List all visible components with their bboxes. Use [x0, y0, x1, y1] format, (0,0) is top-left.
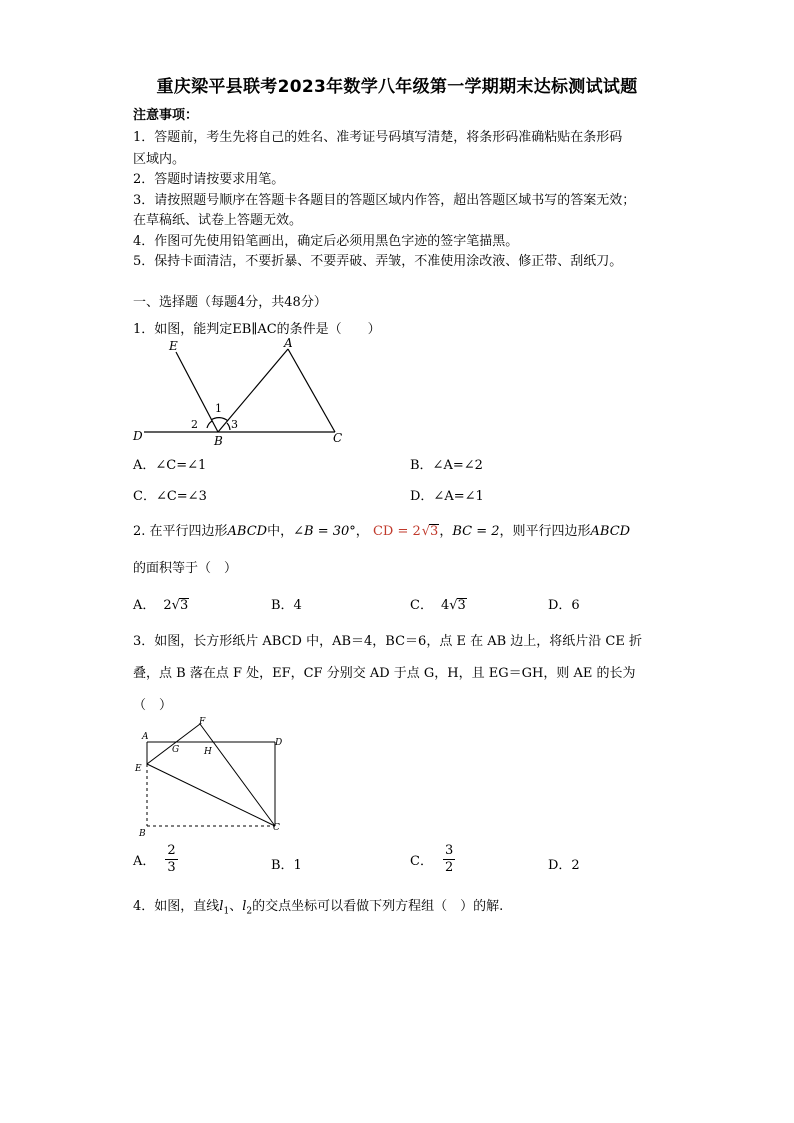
label-angle-1: 1 [215, 402, 222, 415]
q3-option-c-denominator: 2 [444, 860, 454, 875]
notice-item: 2．答题时请按要求用笔。 [133, 172, 285, 187]
q2-option-a-radicand: 3 [179, 598, 189, 613]
question-2-stem [133, 520, 630, 539]
label-b: B [214, 434, 223, 448]
notice-item: 3．请按照题号顺序在答题卡各题目的答题区域内作答，超出答题区域书写的答案无效； [133, 193, 636, 208]
q1-option-a: A．∠C=∠1 [133, 458, 207, 473]
q2-option-a-label: A． [133, 598, 156, 613]
q2-cd: CD = 2√3 [372, 524, 439, 539]
q4-prefix: 4．如图，直线 [133, 899, 220, 914]
q2-sep1: ， [355, 524, 369, 539]
label-b: B [139, 829, 146, 839]
notice-heading: 注意事项： [133, 108, 199, 123]
q3-option-a-numerator: 2 [167, 843, 176, 858]
label-angle-3: 3 [231, 418, 238, 431]
question-3-line1: 3．如图，长方形纸片 ABCD 中，AB＝4，BC＝6，点 E 在 AB 边上，将纸片沿 CE 折 [133, 634, 642, 649]
q4-sep: 、 [229, 899, 243, 914]
q2-mid: 中， [267, 524, 294, 539]
label-e: E [169, 339, 178, 353]
q4-line-l2-sub: 2 [246, 906, 253, 917]
q1-option-c: C．∠C=∠3 [133, 489, 207, 504]
q2-abcd: ABCD [227, 524, 268, 539]
notice-item: 4．作图可先使用铅笔画出，确定后必须用黑色字迹的签字笔描黑。 [133, 234, 519, 249]
label-a: A [284, 336, 293, 350]
q2-option-c-radicand: 3 [457, 598, 466, 613]
label-f: F [199, 717, 206, 727]
q3-option-b: B．1 [271, 858, 302, 873]
q2-option-c: C． 4√3 [410, 598, 466, 613]
q2-option-c-coef: 4 [440, 598, 450, 613]
q1-option-d: D．∠A=∠1 [410, 489, 484, 504]
label-a: A [142, 732, 149, 742]
q2-option-a-coef: 2 [163, 598, 172, 613]
question-1-stem: 1．如图，能判定EB∥AC的条件是（ ） [133, 322, 381, 337]
q4-line-l1-sub: 1 [223, 906, 230, 917]
q1-option-b: B．∠A=∠2 [410, 458, 483, 473]
q2-option-d: D．6 [548, 598, 580, 613]
q3-option-c-numerator: 3 [444, 843, 454, 858]
q4-suffix: 的交点坐标可以看做下列方程组（ ）的解. [252, 899, 504, 914]
label-angle-2: 2 [191, 418, 198, 431]
notice-item: 5．保持卡面清洁，不要折暴、不要弄破、弄皱，不准使用涂改液、修正带、刮纸刀。 [133, 254, 623, 269]
q2-cd-text: CD = 2 [372, 524, 421, 539]
notice-item: 1．答题前，考生先将自己的姓名、准考证号码填写清楚，将条形码准确粘贴在条形码 [133, 130, 623, 145]
section-heading: 一、选择题（每题4分，共48分） [133, 295, 327, 310]
question-3-line2: 叠，点 B 落在点 F 处，EF，CF 分别交 AD 于点 G，H，且 EG＝GH，则 AE 的长为 [133, 666, 636, 681]
q4-line-l2: l [242, 899, 247, 914]
q2-sep2: ， [439, 524, 453, 539]
label-d: D [275, 738, 283, 748]
q2-angle: ∠B = 30° [293, 524, 356, 539]
q2-option-a: A． 2√3 [133, 598, 189, 613]
q2-abcd-2: ABCD [590, 524, 631, 539]
q2-option-b: B．4 [271, 598, 302, 613]
q3-option-d: D．2 [548, 858, 580, 873]
label-e: E [135, 764, 142, 774]
label-c: C [273, 823, 280, 833]
label-d: D [133, 429, 143, 443]
q3-option-a-label: A． [133, 854, 156, 869]
q2-prefix: 2. 在平行四边形 [133, 524, 228, 539]
q2-bc: BC = 2 [452, 524, 500, 539]
question-1-figure [128, 335, 358, 450]
q3-option-a-denominator: 3 [167, 860, 176, 875]
q2-suffix: ，则平行四边形 [499, 524, 591, 539]
notice-item: 在草稿纸、试卷上答题无效。 [133, 213, 303, 228]
question-3-line3: （ ） [133, 698, 173, 713]
notice-item: 区域内。 [133, 152, 186, 167]
label-c: C [333, 431, 343, 445]
q3-option-c [410, 843, 455, 876]
q2-cd-radicand: 3 [430, 524, 439, 539]
question-2-line2: 的面积等于（ ） [133, 561, 238, 576]
q2-option-c-label: C． [410, 598, 433, 613]
question-3-figure [130, 712, 295, 842]
label-h: H [204, 747, 212, 757]
q3-option-c-label: C． [410, 854, 433, 869]
q3-option-a [133, 843, 178, 876]
label-g: G [172, 745, 180, 755]
q4-line-l1: l [219, 899, 224, 914]
page-title: 重庆梁平县联考2023年数学八年级第一学期期末达标测试试题 [156, 77, 638, 97]
question-4-stem [133, 895, 503, 917]
